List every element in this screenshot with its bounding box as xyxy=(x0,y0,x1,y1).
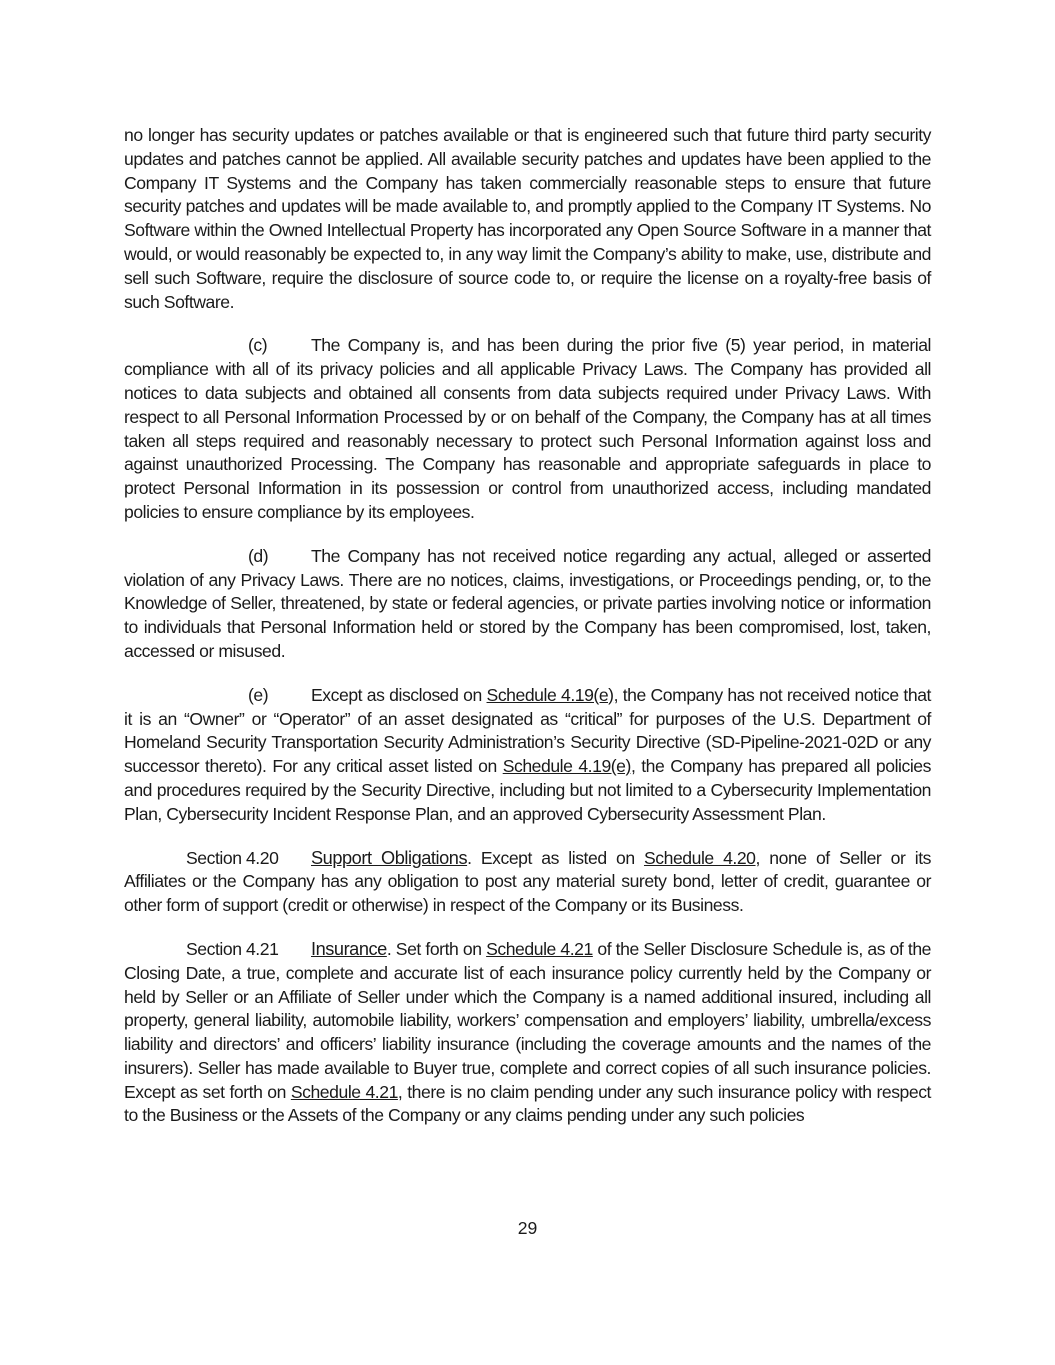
clause-text-e-part1: Except as disclosed on xyxy=(311,684,487,705)
clause-text-e-part2: , the Company has not received notice that it is an “Owner” or “Operator” of an asset designated as “critical” for purposes of the U.S. Department of Homeland Security Transportation Security Administration’s Security Directive (SD-Pipeline-2021-02D or any successor thereto). For any critical asset listed on xyxy=(124,684,931,777)
section-heading: Support Obligations xyxy=(311,847,468,868)
paragraph-c xyxy=(124,334,931,524)
schedule-reference-link: Schedule 4.19(e) xyxy=(486,684,614,705)
clause-label-e: (e) xyxy=(248,684,269,705)
schedule-reference-link: Schedule 4.20 xyxy=(643,847,756,868)
clause-text-e-part3: , the Company has prepared all policies and procedures required by the Security Directive, including but not limited to a Cybersecurity Implementation Plan, Cybersecurity Incident Response Plan, and an approved Cybersecurity Assessment Plan. xyxy=(124,756,931,824)
schedule-reference-link: Schedule 4.21 xyxy=(486,938,593,959)
section-text-part2: of the Seller Disclosure Schedule is, as of the Closing Date, a true, complete and accurate list of each insurance policy currently held by the Company or held by Seller or an Affiliate of Seller under which the Company is a named additional insured, including all property, general liability, automobile liability, workers’ compensation and employers’ liability, umbrella/excess liability and directors’ and officers’ liability insurance (including the coverage amounts and the names of the insurers). Seller has made available to Buyer true, complete and correct copies of all such insurance policies. Except as set forth on xyxy=(124,938,931,1102)
section-heading: Insurance xyxy=(311,938,387,959)
section-text-part1: . Set forth on xyxy=(386,938,487,959)
page-number: 29 xyxy=(517,1218,538,1238)
schedule-reference-link: Schedule 4.19(e) xyxy=(502,756,631,777)
paragraph-continuation: no longer has security updates or patches available or that is engineered such that future third party security updates and patches cannot be applied. All available security patches and updates have been applied to the Company IT Systems and the Company has taken commercially reasonable steps to ensure that future security patches and updates will be made available to, and promptly applied to the Company IT Systems. No Software within the Owned Intellectual Property has incorporated any Open Source Software in a manner that would, or would reasonably be expected to, in any way limit the Company’s ability to make, use, distribute and sell such Software, require the disclosure of source code to, or require the license on a royalty-free basis of such Software. xyxy=(124,125,931,312)
section-4-20 xyxy=(124,847,931,918)
paragraph-e xyxy=(124,684,931,827)
section-text-part3: , there is no claim pending under any such insurance policy with respect to the Business or the Assets of the Company or any claims pending under any such policies xyxy=(124,1081,931,1126)
section-number: Section 4.21 xyxy=(186,938,279,959)
clause-text-c: The Company is, and has been during the prior five (5) year period, in material compliance with all of its privacy policies and all applicable Privacy Laws. The Company has provided all notices to data subjects and obtained all consents from data subjects required under Privacy Laws. With respect to all Personal Information Processed by or on behalf of the Company, the Company has at all times taken all steps required and reasonably necessary to protect such Personal Information against loss and against unauthorized Processing. The Company has reasonable and appropriate safeguards in place to protect Personal Information in its possession or control from unauthorized access, including mandated policies to ensure compliance by its employees. xyxy=(124,335,931,522)
paragraph-d xyxy=(124,545,931,664)
section-4-21 xyxy=(124,938,931,1128)
document-page xyxy=(124,124,931,1128)
clause-text-d: The Company has not received notice regarding any actual, alleged or asserted violation of any Privacy Laws. There are no notices, claims, investigations, or Proceedings pending, or, to the Knowledge of Seller, threatened, by state or federal agencies, or private parties involving notice or information to individuals that Personal Information held or stored by the Company has been compromised, lost, taken, accessed or misused. xyxy=(124,545,931,661)
section-text-part1: . Except as listed on xyxy=(467,847,644,868)
clause-label-c: (c) xyxy=(248,335,268,356)
section-number: Section 4.20 xyxy=(186,847,279,868)
section-text-part2: , none of Seller or its Affiliates or the Company has any obligation to post any material surety bond, letter of credit, guarantee or other form of support (credit or otherwise) in respect of the Company or its Business. xyxy=(124,847,931,916)
clause-label-d: (d) xyxy=(248,545,269,566)
schedule-reference-link: Schedule 4.21 xyxy=(290,1081,398,1102)
